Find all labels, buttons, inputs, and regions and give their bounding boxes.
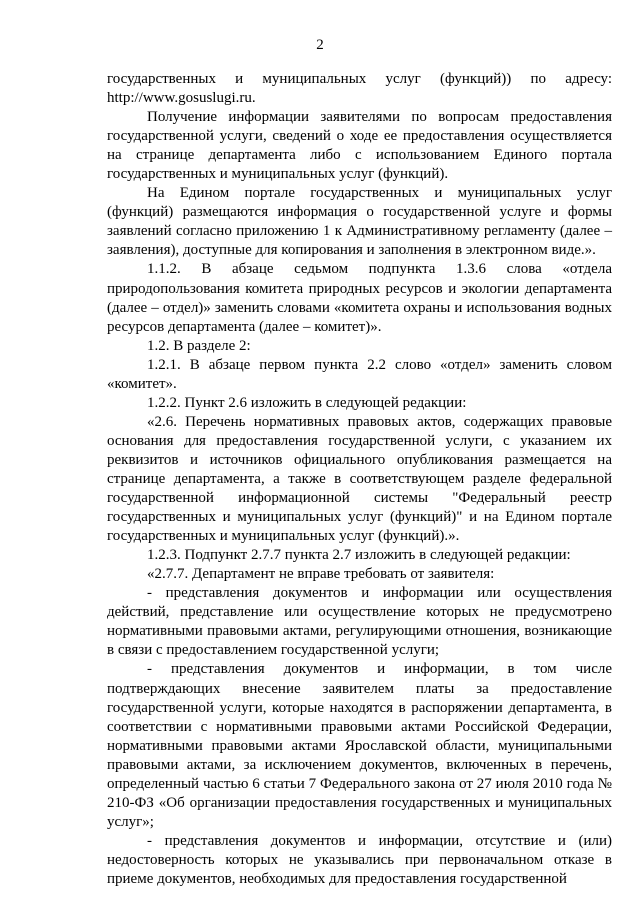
paragraph-unified-portal: На Едином портале государственных и муниципальных услуг (функций) размещаются информация о государственной услуге и формы заявлений согласно приложению 1 к Административному регламенту (далее – заявления), доступные для копирования и заполнения в электронном виде.».	[107, 185, 612, 259]
paragraph-item-2-6: «2.6. Перечень нормативных правовых актов, содержащих правовые основания для предоставления государственной услуги, с указанием их реквизитов и источников официального опубликования размещается на странице департамента, а также в соответствующем разделе федеральной государственной информационной системы "Федеральный реестр государственных и муниципальных услуг (функций)" и на Едином портале государственных и муниципальных услуг (функций).».	[107, 413, 612, 545]
paragraph-item-1-2-1: 1.2.1. В абзаце первом пункта 2.2 слово «отдел» заменить словом «комитет».	[107, 356, 612, 392]
paragraph-item-1-1-2: 1.1.2. В абзаце седьмом подпункта 1.3.6 слова «отдела природопользования комитета природных ресурсов и экологии департамента (далее – отдел)» заменить словами «комитета охраны и использования водных ресурсов департамента (далее – комитет)».	[107, 261, 612, 335]
paragraph-information-receipt: Получение информации заявителями по вопросам предоставления государственной услуги, сведений о ходе ее предоставления осуществляется на странице департамента либо с использованием Единого портала государственных и муниципальных услуг (функций).	[107, 109, 612, 183]
document-body	[107, 70, 612, 889]
paragraph-address-continuation: государственных и муниципальных услуг (функций)) по адресу: http://www.gosuslugi.ru.	[107, 71, 612, 107]
paragraph-item-2-7-7: «2.7.7. Департамент не вправе требовать от заявителя:	[147, 566, 495, 583]
paragraph-item-1-2: 1.2. В разделе 2:	[147, 337, 251, 354]
list-item-unreliable-documents: - представления документов и информации, отсутствие и (или) недостоверность которых не указывались при первоначальном отказе в приеме документов, необходимых для предоставления государственной	[107, 832, 612, 887]
paragraph-item-1-2-3: 1.2.3. Подпункт 2.7.7 пункта 2.7 изложить в следующей редакции:	[147, 547, 571, 564]
paragraph-item-1-2-2: 1.2.2. Пункт 2.6 изложить в следующей редакции:	[147, 394, 467, 411]
list-item-documents: - представления документов и информации, в том числе подтверждающих внесение заявителем платы за предоставление государственной услуги, которые находятся в распоряжении департамента, в соответствии с нормативными правовыми актами Российской Федерации, нормативными правовыми актами Ярославской области, муниципальными правовыми актами, за исключением документов, включенных в перечень, определенный частью 6 статьи 7 Федерального закона от 27 июля 2010 года № 210-ФЗ «Об организации предоставления государственных и муниципальных услуг»;	[107, 661, 612, 830]
list-item-actions: - представления документов и информации или осуществления действий, представление или осуществление которых не предусмотрено нормативными правовыми актами, регулирующими отношения, возникающие в связи с предоставлением государственной услуги;	[107, 585, 612, 659]
page-number: 2	[316, 37, 324, 53]
